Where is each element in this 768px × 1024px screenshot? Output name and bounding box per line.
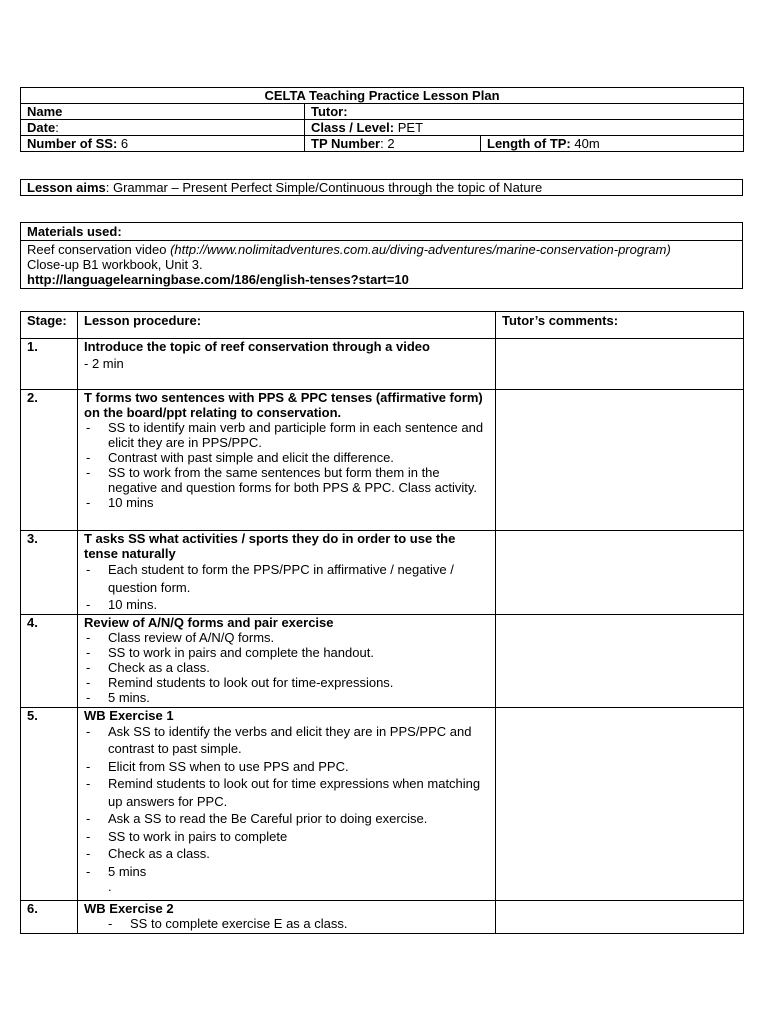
tutor-comments-cell [496,339,744,390]
stage-title: T forms two sentences with PPS & PPC tenses (affirmative form) on the board/ppt relating to conservation. [84,390,483,420]
comments-header: Tutor’s comments: [496,312,744,339]
stage-title: Review of A/N/Q forms and pair exercise [84,614,334,630]
list-item: - Ask a SS to read the Be Careful prior to doing exercise. [84,810,489,828]
lesson-aims-table [20,179,743,196]
stage-title: WB Exercise 2 [84,900,174,916]
tutor-comments-cell [496,707,744,900]
procedure-header: Lesson procedure: [78,312,496,339]
stage-number: 3. [21,531,78,615]
materials-video: Reef conservation video (http://www.nolimitadventures.com.au/diving-adventures/marine-conservation-program) [27,242,671,257]
stage-procedure [78,707,496,900]
tutor-comments-cell [496,390,744,531]
list-item: - Elicit from SS when to use PPS and PPC. [84,758,489,776]
list-item: - Class review of A/N/Q forms. [84,630,489,645]
stage-number: 2. [21,390,78,531]
stage-title: Introduce the topic of reef conservation through a video [84,339,430,354]
stage-procedure [78,900,496,933]
stage-number: 4. [21,614,78,707]
lesson-plan-title: CELTA Teaching Practice Lesson Plan [21,88,744,104]
procedure-list [84,561,489,614]
tutor-comments-cell [496,531,744,615]
stage-procedure [78,531,496,615]
list-item: - Check as a class. [84,845,489,863]
procedure-table [20,311,744,934]
stage-header: Stage: [21,312,78,339]
list-item: - Remind students to look out for time-expressions. [84,675,489,690]
procedure-list [84,420,489,510]
list-item: - 2 min [84,356,124,371]
video-url: (http://www.nolimitadventures.com.au/diving-adventures/marine-conservation-program) [170,242,671,257]
materials-link: http://languagelearningbase.com/186/english-tenses?start=10 [27,272,409,287]
stage-number: 1. [21,339,78,390]
materials-content [21,241,743,289]
table-row [21,390,744,531]
materials-table [20,222,743,289]
list-item: - SS to work from the same sentences but form them in the negative and question forms for both PPS & PPC. Class activity. [84,465,489,495]
procedure-list [84,916,489,931]
list-item: - 5 mins [84,863,489,881]
list-item: - 5 mins. [84,690,489,705]
class-level-field: Class / Level: PET [305,120,744,136]
list-item: - SS to work in pairs and complete the handout. [84,645,489,660]
materials-workbook: Close-up B1 workbook, Unit 3. [27,257,203,272]
tutor-comments-cell [496,614,744,707]
trailing-period: . [108,879,112,894]
length-of-tp-field: Length of TP: 40m [481,136,744,152]
list-item: - SS to identify main verb and participle form in each sentence and elicit they are in PPS/PPC. [84,420,489,450]
date-field: Date: [21,120,305,136]
list-item: - 10 mins. [84,596,489,614]
list-item: - Check as a class. [84,660,489,675]
list-item: - SS to work in pairs to complete [84,828,489,846]
table-row [21,339,744,390]
number-of-ss-field: Number of SS: 6 [21,136,305,152]
procedure-list [84,630,489,705]
list-item: - Remind students to look out for time expressions when matching up answers for PPC. [84,775,489,810]
tutor-comments-cell [496,900,744,933]
procedure-list [84,723,489,881]
stage-procedure [78,390,496,531]
tutor-field: Tutor: [305,104,744,120]
stage-procedure [78,339,496,390]
list-item: - 10 mins [84,495,489,510]
name-field: Name [21,104,305,120]
list-item: - SS to complete exercise E as a class. [84,916,489,931]
table-row [21,531,744,615]
table-row [21,614,744,707]
stage-title: T asks SS what activities / sports they do in order to use the tense naturally [84,531,456,561]
materials-label: Materials used: [21,223,743,241]
stage-number: 6. [21,900,78,933]
header-table [20,87,744,152]
lesson-aims: Lesson aims: Grammar – Present Perfect Simple/Continuous through the topic of Nature [21,180,743,196]
table-row [21,900,744,933]
tp-number-field: TP Number: 2 [305,136,481,152]
stage-title: WB Exercise 1 [84,707,174,723]
stage-procedure [78,614,496,707]
table-row [21,707,744,900]
list-item: - Ask SS to identify the verbs and elicit they are in PPS/PPC and contrast to past simple. [84,723,489,758]
list-item: - Each student to form the PPS/PPC in affirmative / negative / question form. [84,561,489,596]
stage-number: 5. [21,707,78,900]
list-item: - Contrast with past simple and elicit the difference. [84,450,489,465]
